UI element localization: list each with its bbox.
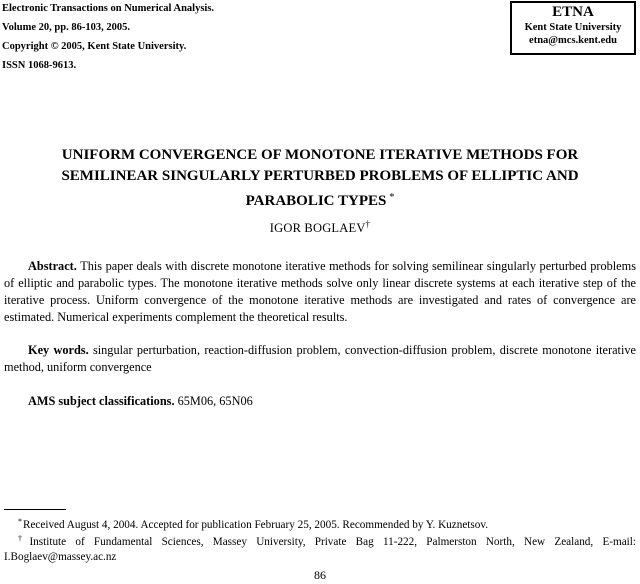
title-line-3 [10, 187, 630, 212]
author-name: IGOR BOGLAEV [269, 221, 366, 235]
etna-name: ETNA [552, 4, 594, 20]
journal-name: Electronic Transactions on Numerical Analysis. [2, 3, 215, 14]
paper-title [10, 145, 630, 212]
title-line-1: UNIFORM CONVERGENCE OF MONOTONE ITERATIVE METHODS FOR [61, 147, 579, 163]
abstract-text: This paper deals with discrete monotone iterative methods for solving semilinear singularly perturbed problems of elliptic and parabolic types. The monotone iterative methods solve only linear discrete systems at each iterative step of the iterative process. Uniform convergence of the monotone iterative methods are investigated and rates of convergence are estimated. Numerical experiments complement the theoretical results. [4, 259, 636, 324]
footnote-2-mark: † [18, 534, 29, 543]
etna-box [510, 1, 636, 55]
journal-copyright: Copyright © 2005, Kent State University. [2, 41, 187, 52]
footnote-rule [4, 509, 66, 510]
journal-issn: ISSN 1068-9613. [2, 60, 77, 71]
footnote-affiliation [4, 531, 636, 565]
page-number: 86 [314, 568, 326, 582]
abstract-label: Abstract. [28, 259, 77, 273]
key-words-label: Key words. [28, 343, 89, 357]
ams-label: AMS subject classifications. [28, 394, 175, 408]
etna-email: etna@mcs.kent.edu [529, 35, 617, 46]
footnote-1-text: Received August 4, 2004. Accepted for publication February 25, 2005. Recommended by Y. Kuznetsov. [23, 519, 489, 531]
ams-text: 65M06, 65N06 [177, 394, 253, 408]
etna-university: Kent State University [524, 22, 622, 33]
title-line-3-text: PARABOLIC TYPES [245, 193, 387, 209]
title-footnote-mark: * [389, 192, 395, 203]
ams-classifications [4, 393, 636, 410]
key-words-text: singular perturbation, reaction-diffusion problem, convection-diffusion problem, discrete monotone iterative method, uniform convergence [4, 343, 636, 374]
key-words [4, 342, 636, 376]
footnote-1-mark: * [18, 517, 22, 526]
footnote-2-text: Institute of Fundamental Sciences, Massey University, Private Bag 11-222, Palmerston North, New Zealand, E-mail: I.Boglaev@massey.ac.nz [4, 536, 636, 563]
journal-volume: Volume 20, pp. 86-103, 2005. [2, 22, 130, 33]
author [0, 219, 640, 236]
title-line-2: SEMILINEAR SINGULARLY PERTURBED PROBLEMS OF ELLIPTIC AND [61, 168, 579, 184]
abstract [4, 258, 636, 326]
author-footnote-mark: † [365, 219, 371, 229]
